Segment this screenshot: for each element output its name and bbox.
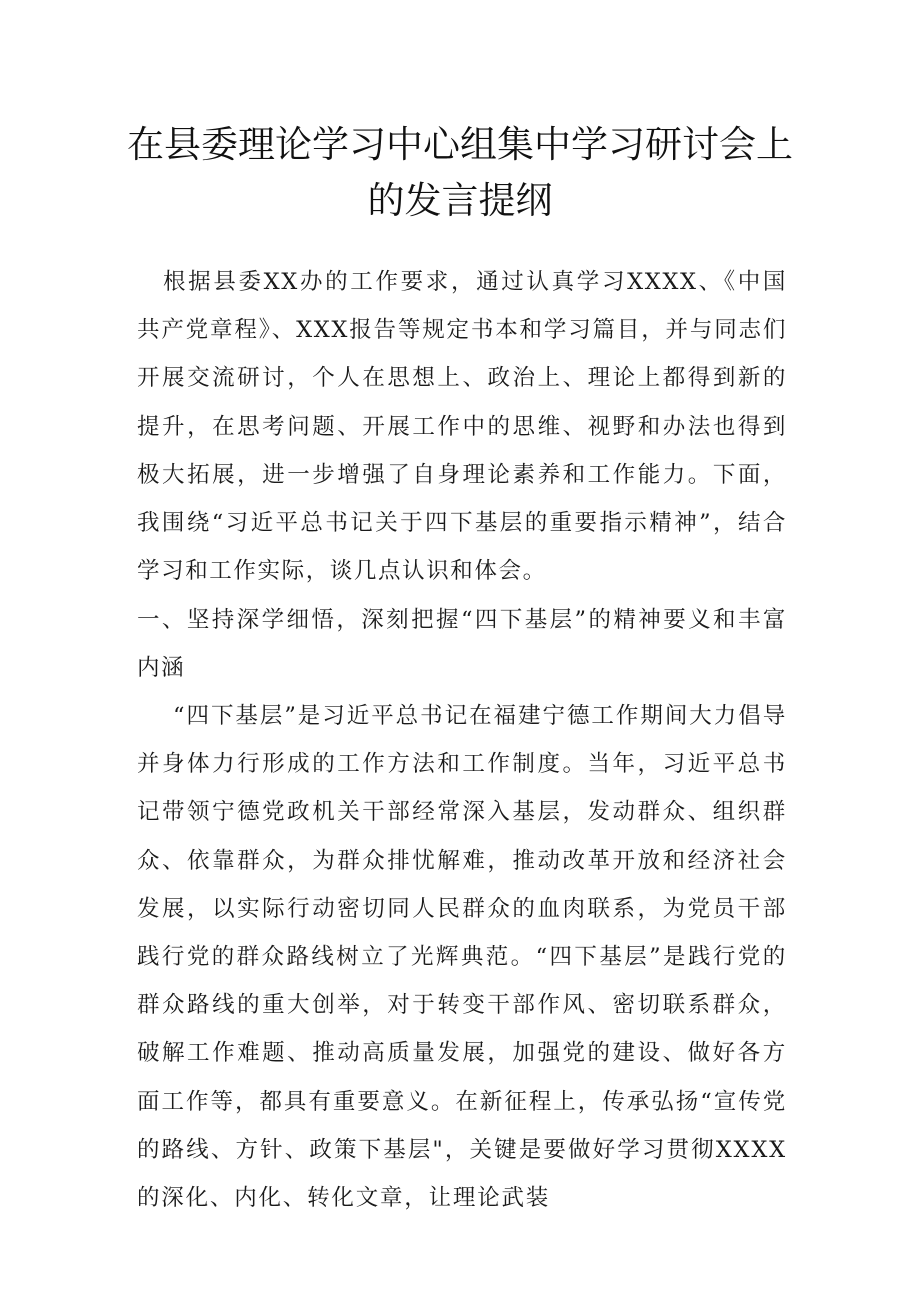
- section-1-paragraph: “四下基层”是习近平总书记在福建宁德工作期间大力倡导并身体力行形成的工作方法和工作制度。当年，习近平总书记带领宁德党政机关干部经常深入基层，发动群众、组织群众、依靠群众，为群众排忧解难，推动改革开放和经济社会发展，以实际行动密切同人民群众的血肉联系，为党员干部践行党的群众路线树立了光辉典范。“四下基层”是践行党的群众路线的重大创举，对于转变干部作风、密切联系群众，破解工作难题、推动高质量发展，加强党的建设、做好各方面工作等，都具有重要意义。在新征程上，传承弘扬“宣传党的路线、方针、政策下基层"，关键是要做好学习贯彻XXXX的深化、内化、转化文章，让理论武装: [137, 703, 787, 1212]
- intro-paragraph: 根据县委XX办的工作要求，通过认真学习XXXX、《中国共产党章程》、XXX报告等规定书本和学习篇目，并与同志们开展交流研讨，个人在思想上、政治上、理论上都得到新的提升，在思考问题、开展工作中的思维、视野和办法也得到极大拓展，进一步增强了自身理论素养和工作能力。下面，我围绕“习近平总书记关于四下基层的重要指示精神”，结合学习和工作实际，谈几点认识和体会。: [137, 269, 787, 585]
- document-title-line-2: 的发言提纲: [367, 179, 553, 222]
- section-1-heading: 一、坚持深学细悟，深刻把握“四下基层”的精神要义和丰富内涵: [137, 607, 787, 682]
- document-title-line-1: 在县委理论学习中心组集中学习研讨会上: [127, 123, 793, 166]
